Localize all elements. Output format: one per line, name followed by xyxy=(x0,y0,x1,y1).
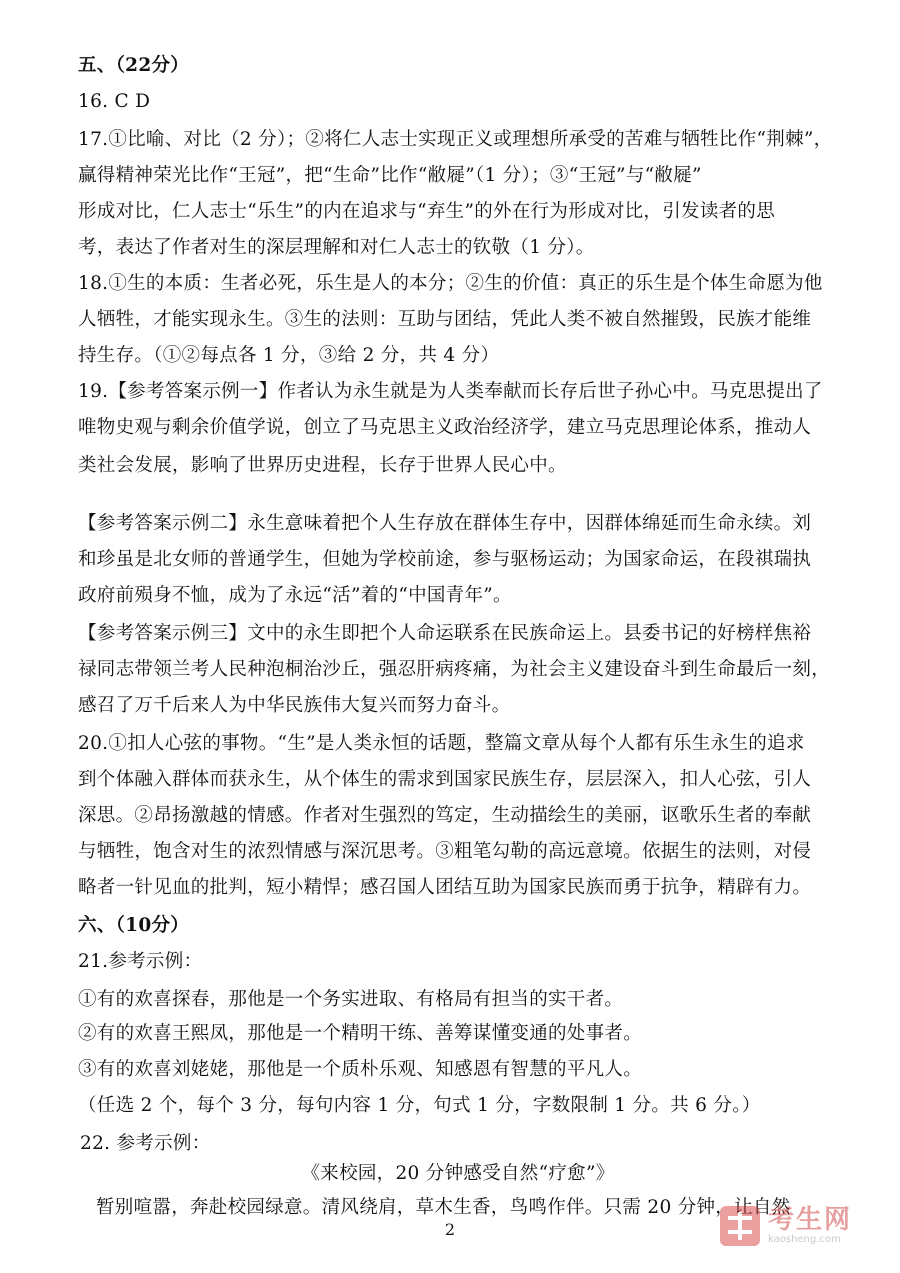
text-line: 禄同志带领兰考人民种泡桐治沙丘，强忍肝病疼痛，为社会主义建设奋斗到生命最后一刻， xyxy=(78,659,831,680)
text-line: 【参考答案示例三】文中的永生即把个人命运联系在民族命运上。县委书记的好榜样焦裕 xyxy=(78,623,812,644)
page-number: 2 xyxy=(444,1220,456,1239)
text-line: 与牺牲，饱含对生的浓烈情感与深沉思考。③粗笔勾勒的高远意境。依据生的法则，对侵 xyxy=(78,841,812,862)
kaosheng-logo-icon xyxy=(718,1204,762,1248)
text-line: 赢得精神荣光比作“王冠”，把“生命”比作“敝屣”（1 分）；③“王冠”与“敝屣” xyxy=(78,165,702,186)
text-line: 感召了万千后来人为中华民族伟大复兴而努力奋斗。 xyxy=(78,695,511,716)
watermark-url: kaosheng.com xyxy=(768,1234,841,1245)
text-line: ①有的欢喜探春，那他是一个务实进取、有格局有担当的实干者。 xyxy=(78,989,624,1010)
watermark-brand: 考生网 xyxy=(768,1205,853,1235)
text-line: 暂别喧嚣，奔赴校园绿意。清风绕肩，草木生香，鸟鸣作伴。只需 20 分钟，让自然 xyxy=(96,1197,791,1218)
text-line: 略者一针见血的批判，短小精悍；感召国人团结互助为国家民族而勇于抗争，精辟有力。 xyxy=(78,877,812,898)
text-line: 考，表达了作者对生的深层理解和对仁人志士的钦敬（1 分）。 xyxy=(78,237,595,258)
text-line: 和珍虽是北女师的普通学生，但她为学校前途，参与驱杨运动；为国家命运，在段祺瑞执 xyxy=(78,549,812,570)
text-line: 唯物史观与剩余价值学说，创立了马克思主义政治经济学，建立马克思理论体系，推动人 xyxy=(78,417,812,438)
text-line: ③有的欢喜刘姥姥，那他是一个质朴乐观、知感恩有智慧的平凡人。 xyxy=(78,1059,643,1080)
text-line: 类社会发展，影响了世界历史进程，长存于世界人民心中。 xyxy=(78,455,567,476)
text-line: 18.①生的本质：生者必死，乐生是人的本分；②生的价值：真正的乐生是个体生命愿为他 xyxy=(78,273,823,294)
text-line: ②有的欢喜王熙凤，那他是一个精明干练、善筹谋懂变通的处事者。 xyxy=(78,1023,643,1044)
text-line: 深思。②昂扬激越的情感。作者对生强烈的笃定，生动描绘生的美丽，讴歌乐生者的奉献 xyxy=(78,805,812,826)
text-line: 19.【参考答案示例一】作者认为永生就是为人类奉献而长存后世子孙心中。马克思提出了 xyxy=(78,381,823,402)
text-line: 形成对比，仁人志士“乐生”的内在追求与“弃生”的外在行为形成对比，引发读者的思 xyxy=(78,201,776,222)
text-line: 到个体融入群体而获永生，从个体生的需求到国家民族生存，层层深入，扣人心弦，引人 xyxy=(78,769,812,790)
text-line: （任选 2 个，每个 3 分，每句内容 1 分，句式 1 分，字数限制 1 分。共 6 分。） xyxy=(78,1095,761,1116)
text-line: 21.参考示例： xyxy=(78,951,203,972)
text-line: 16. C D xyxy=(78,91,151,112)
text-line: 22. 参考示例： xyxy=(80,1133,211,1154)
section-heading: 五、（22分） xyxy=(78,55,190,76)
text-line: 【参考答案示例二】永生意味着把个人生存放在群体生存中，因群体绵延而生命永续。刘 xyxy=(78,513,812,534)
text-line: 持生存。（①②每点各 1 分，③给 2 分，共 4 分） xyxy=(78,345,500,366)
watermark xyxy=(718,1196,888,1256)
text-line: 政府前殒身不恤，成为了永远“活”着的“中国青年”。 xyxy=(78,585,512,606)
essay-title: 《来校园，20 分钟感受自然“疗愈”》 xyxy=(301,1163,615,1184)
text-line: 20.①扣人心弦的事物。“生”是人类永恒的话题，整篇文章从每个人都有乐生永生的追求 xyxy=(78,733,805,754)
text-line: 17.①比喻、对比（2 分）；②将仁人志士实现正义或理想所承受的苦难与牺牲比作“荆棘”， xyxy=(78,129,833,150)
section-heading: 六、（10分） xyxy=(78,915,190,936)
text-line: 人牺牲，才能实现永生。③生的法则：互助与团结，凭此人类不被自然摧毁，民族才能维 xyxy=(78,309,812,330)
